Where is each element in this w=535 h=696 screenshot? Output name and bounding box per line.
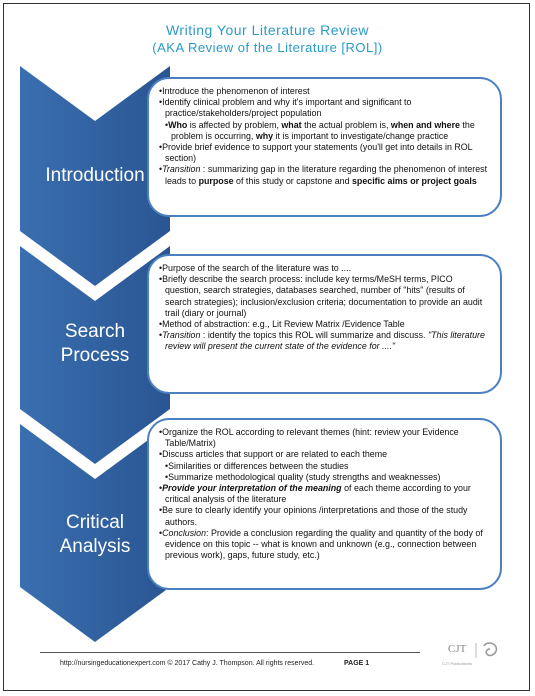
- bullet-item: • Transition : summarizing gap in the literature regarding the phenomenon of interest leads to purpose of this study or capstone and specific aims or project goals: [159, 164, 490, 186]
- bullet-item: • Introduce the phenomenon of interest: [159, 86, 490, 97]
- bullet-item: • Identify clinical problem and why it's important and significant to practice/stakeholders/project population: [159, 97, 490, 119]
- bullet-item: • Purpose of the search of the literature was to ....: [159, 263, 490, 274]
- page-title: Writing Your Literature Review: [165, 22, 370, 38]
- introduction-box: [147, 77, 502, 217]
- search-process-box: [147, 254, 502, 394]
- critical-analysis-list: [159, 427, 490, 561]
- section-label-line: Critical: [65, 512, 125, 533]
- bullet-item: • Be sure to clearly identify your opinions /interpretations and those of the study authors.: [159, 505, 490, 527]
- logo-subtext: CJT Publications: [442, 661, 472, 666]
- bullet-item: • Conclusion: Provide a conclusion regarding the quality and quantity of the body of evidence on this topic -- what is known and unknown (e.g., connection between previous work), gaps, future study, etc.): [159, 528, 490, 562]
- critical-analysis-box: [147, 418, 502, 590]
- bullet-item: • Provide your interpretation of the meaning of each theme according to your critical analysis of the literature: [159, 483, 490, 505]
- sub-bullet-item: • Similarities or differences between the studies: [159, 461, 490, 472]
- section-label-line: Process: [60, 345, 130, 366]
- search-process-list: [159, 263, 490, 353]
- bullet-item: • Method of abstraction: e.g., Lit Review Matrix /Evidence Table: [159, 319, 490, 330]
- footer: [60, 660, 369, 667]
- bullet-item: • Organize the ROL according to relevant themes (hint: review your Evidence Table/Matrix): [159, 427, 490, 449]
- sub-bullet-item: • Who is affected by problem, what the actual problem is, when and where the problem is occurring, why it is important to investigate/change practice: [159, 120, 490, 142]
- section-label-line: Analysis: [59, 536, 131, 557]
- sub-bullet-item: • Summarize methodological quality (study strengths and weaknesses): [159, 472, 490, 483]
- cjt-logo: CJT: [448, 643, 467, 655]
- page-subtitle: (AKA Review of the Literature [ROL]): [152, 40, 383, 55]
- section-label-introduction: Introduction: [45, 165, 145, 186]
- bullet-item: • Transition : identify the topics this ROL will summarize and discuss. "This literature review will present the current state of the evidence for ....": [159, 330, 490, 352]
- section-label-line: Search: [64, 321, 126, 342]
- footer-copyright-link[interactable]: http://nursingeducationexpert.com © 2017 Cathy J. Thompson. All rights reserved.: [60, 660, 315, 667]
- bullet-item: • Briefly describe the search process: include key terms/MeSH terms, PICO question, search strategies, databases searched, number of "hits" (results of search strategies); inclusion/exclusion criteria; documentation to provide an audit trail (diary or journal): [159, 274, 490, 319]
- introduction-list: [159, 86, 490, 187]
- page-number: PAGE 1: [344, 660, 370, 667]
- bullet-item: • Discuss articles that support or are related to each theme: [159, 449, 490, 460]
- bullet-item: • Provide brief evidence to support your statements (you'll get into details in ROL section): [159, 142, 490, 164]
- logo-mark-icon: [472, 642, 506, 660]
- footer-divider: [40, 652, 420, 653]
